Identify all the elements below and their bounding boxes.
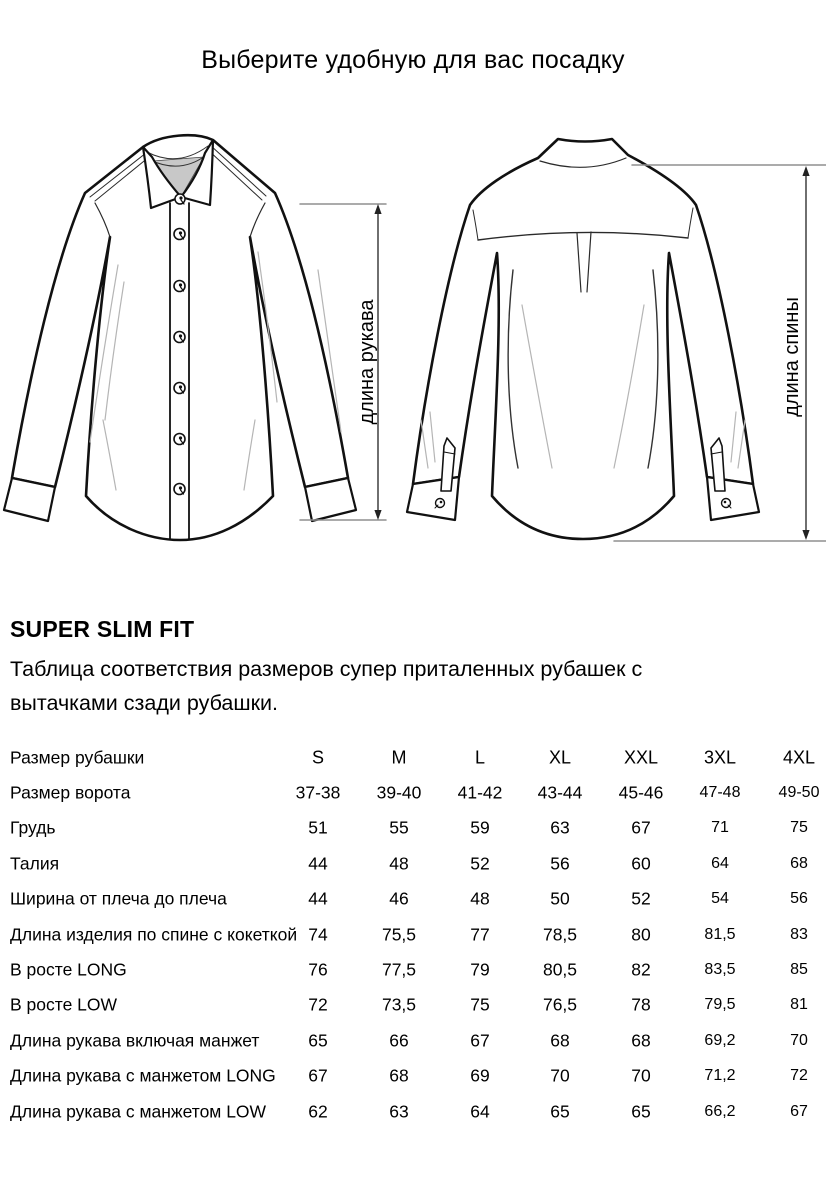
table-cell: 65 xyxy=(631,1101,651,1122)
table-cell: 44 xyxy=(308,853,328,874)
row-label: Ширина от плеча до плеча xyxy=(10,888,227,909)
table-cell: 68 xyxy=(790,854,808,872)
table-cell: 56 xyxy=(550,853,570,874)
table-cell: 73,5 xyxy=(381,994,417,1015)
table-cell: 52 xyxy=(631,888,651,909)
table-cell: 67 xyxy=(308,1065,328,1086)
table-row xyxy=(0,846,826,881)
row-label: В росте LONG xyxy=(10,959,127,980)
sleeve-length-label: длина рукава xyxy=(356,299,378,425)
front-shirt-illustration xyxy=(4,135,356,540)
table-row xyxy=(0,952,826,987)
table-cell: 69 xyxy=(470,1065,490,1086)
table-cell: S xyxy=(311,747,325,768)
row-label: Длина рукава с манжетом LONG xyxy=(10,1065,276,1086)
table-cell: 60 xyxy=(631,853,651,874)
table-cell: 68 xyxy=(389,1065,409,1086)
table-cell: 67 xyxy=(790,1102,808,1120)
table-cell: 67 xyxy=(470,1030,490,1051)
table-cell: 70 xyxy=(631,1065,651,1086)
table-row xyxy=(0,1094,826,1129)
table-cell: 56 xyxy=(790,890,808,908)
table-cell: M xyxy=(391,747,407,768)
table-cell: 82 xyxy=(631,959,651,980)
table-cell: 45-46 xyxy=(618,782,664,803)
size-diagram xyxy=(0,100,826,560)
table-row xyxy=(0,988,826,1023)
table-row xyxy=(0,1023,826,1058)
table-cell: 76,5 xyxy=(542,994,578,1015)
table-row xyxy=(0,917,826,952)
table-cell: 80 xyxy=(631,924,651,945)
table-cell: 78 xyxy=(631,994,651,1015)
table-cell: 62 xyxy=(308,1101,328,1122)
table-cell: 44 xyxy=(308,888,328,909)
table-cell: L xyxy=(474,747,486,768)
table-cell: 64 xyxy=(711,854,729,872)
size-table xyxy=(0,740,826,1132)
table-cell: 69,2 xyxy=(704,1031,736,1049)
row-label: Талия xyxy=(10,853,60,874)
table-cell: 66,2 xyxy=(704,1102,736,1120)
table-cell: 81 xyxy=(790,996,808,1014)
row-label: Грудь xyxy=(10,817,56,838)
table-cell: 80,5 xyxy=(542,959,578,980)
collar-button-icon xyxy=(175,194,185,204)
table-row xyxy=(0,811,826,846)
table-cell: 74 xyxy=(308,924,328,945)
table-cell: 83 xyxy=(790,925,808,943)
table-cell: 71,2 xyxy=(704,1067,736,1085)
row-label: Длина рукава с манжетом LOW xyxy=(10,1101,267,1122)
table-cell: 72 xyxy=(308,994,328,1015)
table-cell: 72 xyxy=(790,1067,808,1085)
page-title: Выберите удобную для вас посадку xyxy=(201,46,625,74)
table-cell: 59 xyxy=(470,817,490,838)
row-label: Размер рубашки xyxy=(10,747,145,768)
table-cell: 66 xyxy=(389,1030,409,1051)
table-cell: 41-42 xyxy=(457,782,503,803)
table-cell: 50 xyxy=(550,888,570,909)
table-cell: 52 xyxy=(470,853,490,874)
table-cell: 43-44 xyxy=(537,782,583,803)
table-cell: 85 xyxy=(790,961,808,979)
back-length-label: длина спины xyxy=(781,297,803,417)
table-cell: 71 xyxy=(711,819,729,837)
table-cell: 76 xyxy=(308,959,328,980)
table-cell: XXL xyxy=(623,747,659,768)
section-description: Таблица соответствия размеров супер приталенных рубашек с вытачками сзади рубашки. xyxy=(10,657,643,715)
table-cell: 75 xyxy=(790,819,808,837)
table-cell: 4XL xyxy=(782,747,816,768)
row-label: В росте LOW xyxy=(10,994,118,1015)
table-cell: 77,5 xyxy=(381,959,417,980)
table-cell: 47-48 xyxy=(699,784,741,802)
table-cell: 48 xyxy=(389,853,409,874)
section-heading: SUPER SLIM FIT xyxy=(10,616,195,642)
table-cell: 51 xyxy=(308,817,328,838)
table-cell: 39-40 xyxy=(376,782,422,803)
table-row xyxy=(0,740,826,775)
table-cell: 75,5 xyxy=(381,924,417,945)
table-cell: 68 xyxy=(631,1030,651,1051)
table-cell: 75 xyxy=(470,994,490,1015)
row-label: Длина изделия по спине с кокеткой xyxy=(10,924,298,945)
row-label: Размер ворота xyxy=(10,782,131,803)
back-shirt-illustration xyxy=(407,139,759,539)
table-row xyxy=(0,775,826,810)
table-cell: 83,5 xyxy=(704,961,736,979)
table-row xyxy=(0,1059,826,1094)
table-cell: 63 xyxy=(389,1101,409,1122)
table-cell: XL xyxy=(548,747,572,768)
table-cell: 77 xyxy=(470,924,490,945)
table-cell: 55 xyxy=(389,817,409,838)
table-cell: 3XL xyxy=(703,747,737,768)
table-cell: 54 xyxy=(711,890,729,908)
table-cell: 49-50 xyxy=(778,784,820,802)
table-cell: 37-38 xyxy=(295,782,341,803)
table-cell: 70 xyxy=(550,1065,570,1086)
table-cell: 46 xyxy=(389,888,409,909)
table-cell: 68 xyxy=(550,1030,570,1051)
table-cell: 65 xyxy=(550,1101,570,1122)
table-cell: 48 xyxy=(470,888,490,909)
table-cell: 64 xyxy=(470,1101,490,1122)
table-cell: 81,5 xyxy=(704,925,736,943)
table-row xyxy=(0,882,826,917)
table-cell: 78,5 xyxy=(542,924,578,945)
table-cell: 79 xyxy=(470,959,490,980)
table-cell: 67 xyxy=(631,817,651,838)
table-cell: 79,5 xyxy=(704,996,736,1014)
table-cell: 65 xyxy=(308,1030,328,1051)
table-cell: 63 xyxy=(550,817,570,838)
row-label: Длина рукава включая манжет xyxy=(10,1030,260,1051)
table-cell: 70 xyxy=(790,1031,808,1049)
